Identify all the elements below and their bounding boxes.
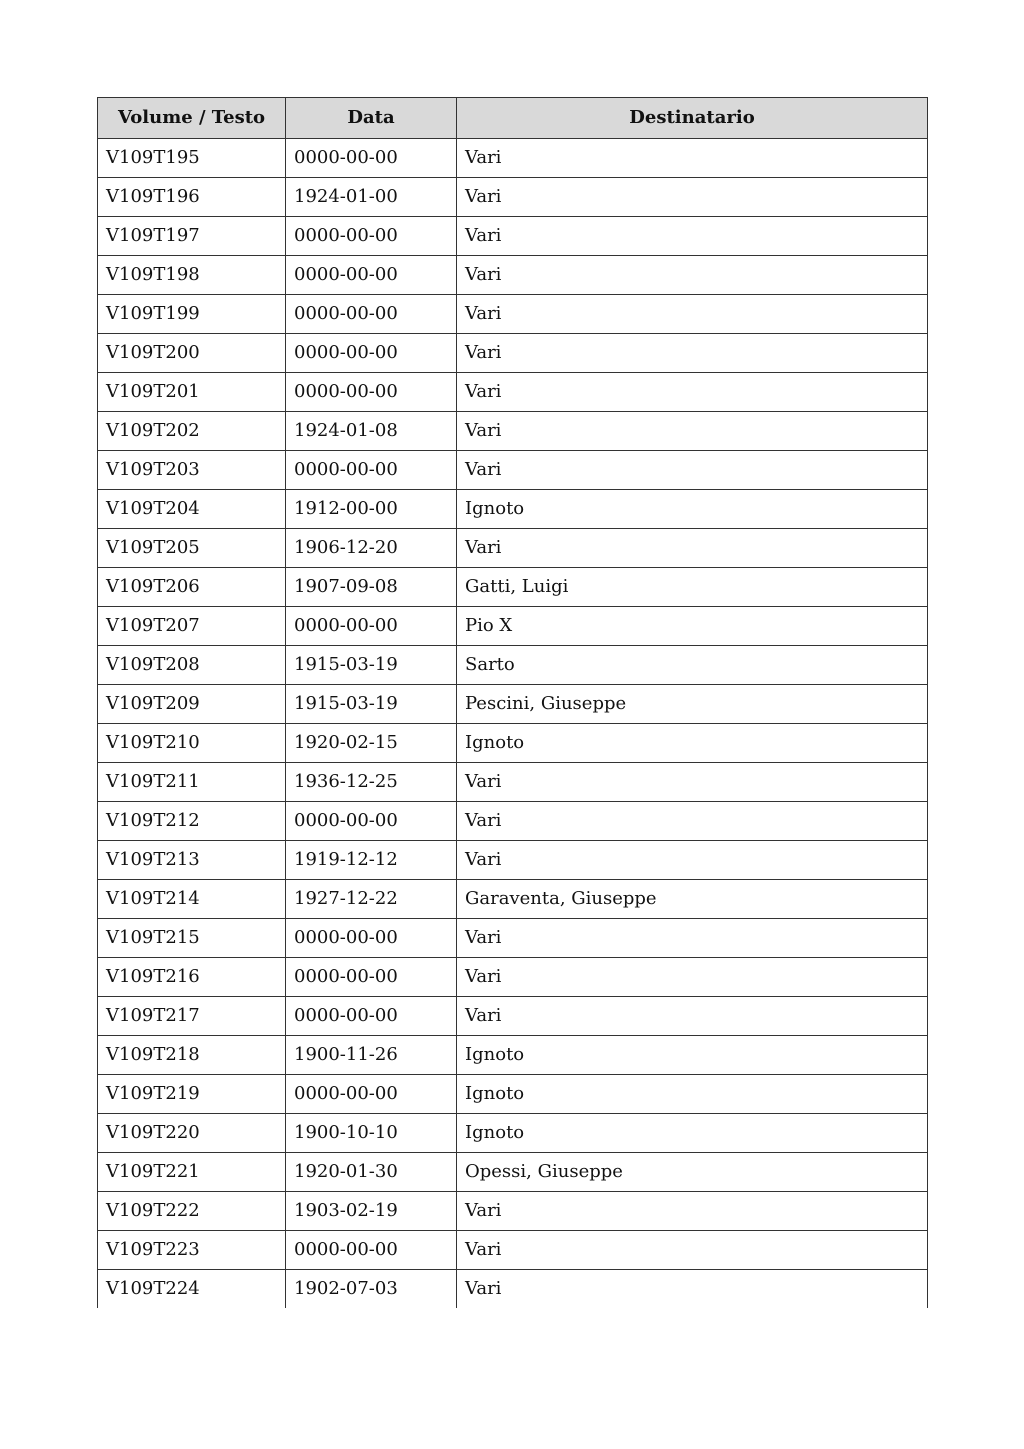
table-row (98, 1036, 928, 1075)
cell-data: 1900-10-10 (286, 1114, 457, 1153)
cell-data: 0000-00-00 (286, 607, 457, 646)
cell-destinatario: Vari (457, 919, 928, 958)
cell-volume-testo: V109T207 (98, 607, 286, 646)
cell-destinatario: Ignoto (457, 1036, 928, 1075)
cell-volume-testo: V109T219 (98, 1075, 286, 1114)
cell-volume-testo: V109T206 (98, 568, 286, 607)
cell-data: 0000-00-00 (286, 451, 457, 490)
table-row (98, 373, 928, 412)
cell-volume-testo: V109T220 (98, 1114, 286, 1153)
table-row (98, 334, 928, 373)
cell-volume-testo: V109T195 (98, 139, 286, 178)
cell-data: 1915-03-19 (286, 685, 457, 724)
table-row (98, 919, 928, 958)
cell-data: 1936-12-25 (286, 763, 457, 802)
cell-destinatario: Vari (457, 529, 928, 568)
table-row (98, 958, 928, 997)
table-row (98, 1270, 928, 1309)
table-body (98, 139, 928, 1309)
cell-volume-testo: V109T224 (98, 1270, 286, 1309)
cell-data: 1915-03-19 (286, 646, 457, 685)
table-row (98, 412, 928, 451)
table-row (98, 607, 928, 646)
table-row (98, 880, 928, 919)
cell-volume-testo: V109T205 (98, 529, 286, 568)
cell-data: 1906-12-20 (286, 529, 457, 568)
cell-destinatario: Vari (457, 334, 928, 373)
table-row (98, 646, 928, 685)
cell-destinatario: Vari (457, 997, 928, 1036)
cell-data: 0000-00-00 (286, 1075, 457, 1114)
table-row (98, 802, 928, 841)
table-row (98, 1153, 928, 1192)
table-row (98, 568, 928, 607)
cell-destinatario: Ignoto (457, 490, 928, 529)
cell-data: 0000-00-00 (286, 334, 457, 373)
cell-volume-testo: V109T214 (98, 880, 286, 919)
cell-data: 1900-11-26 (286, 1036, 457, 1075)
cell-data: 0000-00-00 (286, 217, 457, 256)
cell-volume-testo: V109T209 (98, 685, 286, 724)
cell-volume-testo: V109T217 (98, 997, 286, 1036)
cell-destinatario: Vari (457, 802, 928, 841)
cell-volume-testo: V109T204 (98, 490, 286, 529)
cell-volume-testo: V109T208 (98, 646, 286, 685)
table-row (98, 178, 928, 217)
cell-volume-testo: V109T202 (98, 412, 286, 451)
cell-volume-testo: V109T210 (98, 724, 286, 763)
table-row (98, 1075, 928, 1114)
cell-volume-testo: V109T199 (98, 295, 286, 334)
cell-destinatario: Vari (457, 217, 928, 256)
cell-destinatario: Vari (457, 295, 928, 334)
cell-destinatario: Vari (457, 1192, 928, 1231)
cell-data: 0000-00-00 (286, 139, 457, 178)
table-row (98, 763, 928, 802)
table-row (98, 139, 928, 178)
cell-destinatario: Vari (457, 1231, 928, 1270)
cell-destinatario: Ignoto (457, 724, 928, 763)
cell-data: 1927-12-22 (286, 880, 457, 919)
cell-data: 0000-00-00 (286, 997, 457, 1036)
table-row (98, 451, 928, 490)
table-row (98, 841, 928, 880)
cell-data: 0000-00-00 (286, 373, 457, 412)
table-row (98, 256, 928, 295)
cell-volume-testo: V109T222 (98, 1192, 286, 1231)
cell-destinatario: Garaventa, Giuseppe (457, 880, 928, 919)
cell-destinatario: Vari (457, 763, 928, 802)
table-row (98, 1114, 928, 1153)
cell-destinatario: Vari (457, 256, 928, 295)
document-page (97, 97, 927, 1308)
cell-destinatario: Vari (457, 139, 928, 178)
cell-volume-testo: V109T211 (98, 763, 286, 802)
cell-volume-testo: V109T223 (98, 1231, 286, 1270)
table-row (98, 997, 928, 1036)
cell-volume-testo: V109T215 (98, 919, 286, 958)
table-row (98, 1231, 928, 1270)
cell-volume-testo: V109T218 (98, 1036, 286, 1075)
table-row (98, 529, 928, 568)
cell-destinatario: Vari (457, 958, 928, 997)
cell-destinatario: Vari (457, 412, 928, 451)
cell-destinatario: Vari (457, 1270, 928, 1309)
cell-data: 1907-09-08 (286, 568, 457, 607)
table-row (98, 724, 928, 763)
letters-table (97, 97, 928, 1308)
cell-volume-testo: V109T196 (98, 178, 286, 217)
cell-data: 1902-07-03 (286, 1270, 457, 1309)
cell-data: 0000-00-00 (286, 295, 457, 334)
table-row (98, 1192, 928, 1231)
cell-destinatario: Opessi, Giuseppe (457, 1153, 928, 1192)
cell-volume-testo: V109T216 (98, 958, 286, 997)
cell-data: 0000-00-00 (286, 958, 457, 997)
cell-data: 1903-02-19 (286, 1192, 457, 1231)
table-row (98, 490, 928, 529)
table-row (98, 685, 928, 724)
cell-volume-testo: V109T221 (98, 1153, 286, 1192)
cell-data: 1920-01-30 (286, 1153, 457, 1192)
cell-data: 1919-12-12 (286, 841, 457, 880)
table-row (98, 217, 928, 256)
cell-data: 0000-00-00 (286, 802, 457, 841)
cell-volume-testo: V109T212 (98, 802, 286, 841)
cell-destinatario: Pio X (457, 607, 928, 646)
header-data: Data (286, 98, 457, 139)
cell-data: 1924-01-00 (286, 178, 457, 217)
cell-data: 1920-02-15 (286, 724, 457, 763)
cell-destinatario: Vari (457, 373, 928, 412)
cell-volume-testo: V109T197 (98, 217, 286, 256)
cell-data: 1924-01-08 (286, 412, 457, 451)
cell-destinatario: Ignoto (457, 1114, 928, 1153)
cell-volume-testo: V109T213 (98, 841, 286, 880)
cell-data: 0000-00-00 (286, 919, 457, 958)
cell-destinatario: Vari (457, 178, 928, 217)
cell-destinatario: Gatti, Luigi (457, 568, 928, 607)
table-header-row (98, 98, 928, 139)
cell-data: 1912-00-00 (286, 490, 457, 529)
cell-volume-testo: V109T198 (98, 256, 286, 295)
cell-destinatario: Vari (457, 451, 928, 490)
cell-volume-testo: V109T200 (98, 334, 286, 373)
cell-volume-testo: V109T203 (98, 451, 286, 490)
cell-data: 0000-00-00 (286, 1231, 457, 1270)
cell-data: 0000-00-00 (286, 256, 457, 295)
cell-destinatario: Vari (457, 841, 928, 880)
cell-destinatario: Ignoto (457, 1075, 928, 1114)
header-volume-testo: Volume / Testo (98, 98, 286, 139)
cell-volume-testo: V109T201 (98, 373, 286, 412)
cell-destinatario: Sarto (457, 646, 928, 685)
header-destinatario: Destinatario (457, 98, 928, 139)
cell-destinatario: Pescini, Giuseppe (457, 685, 928, 724)
table-row (98, 295, 928, 334)
